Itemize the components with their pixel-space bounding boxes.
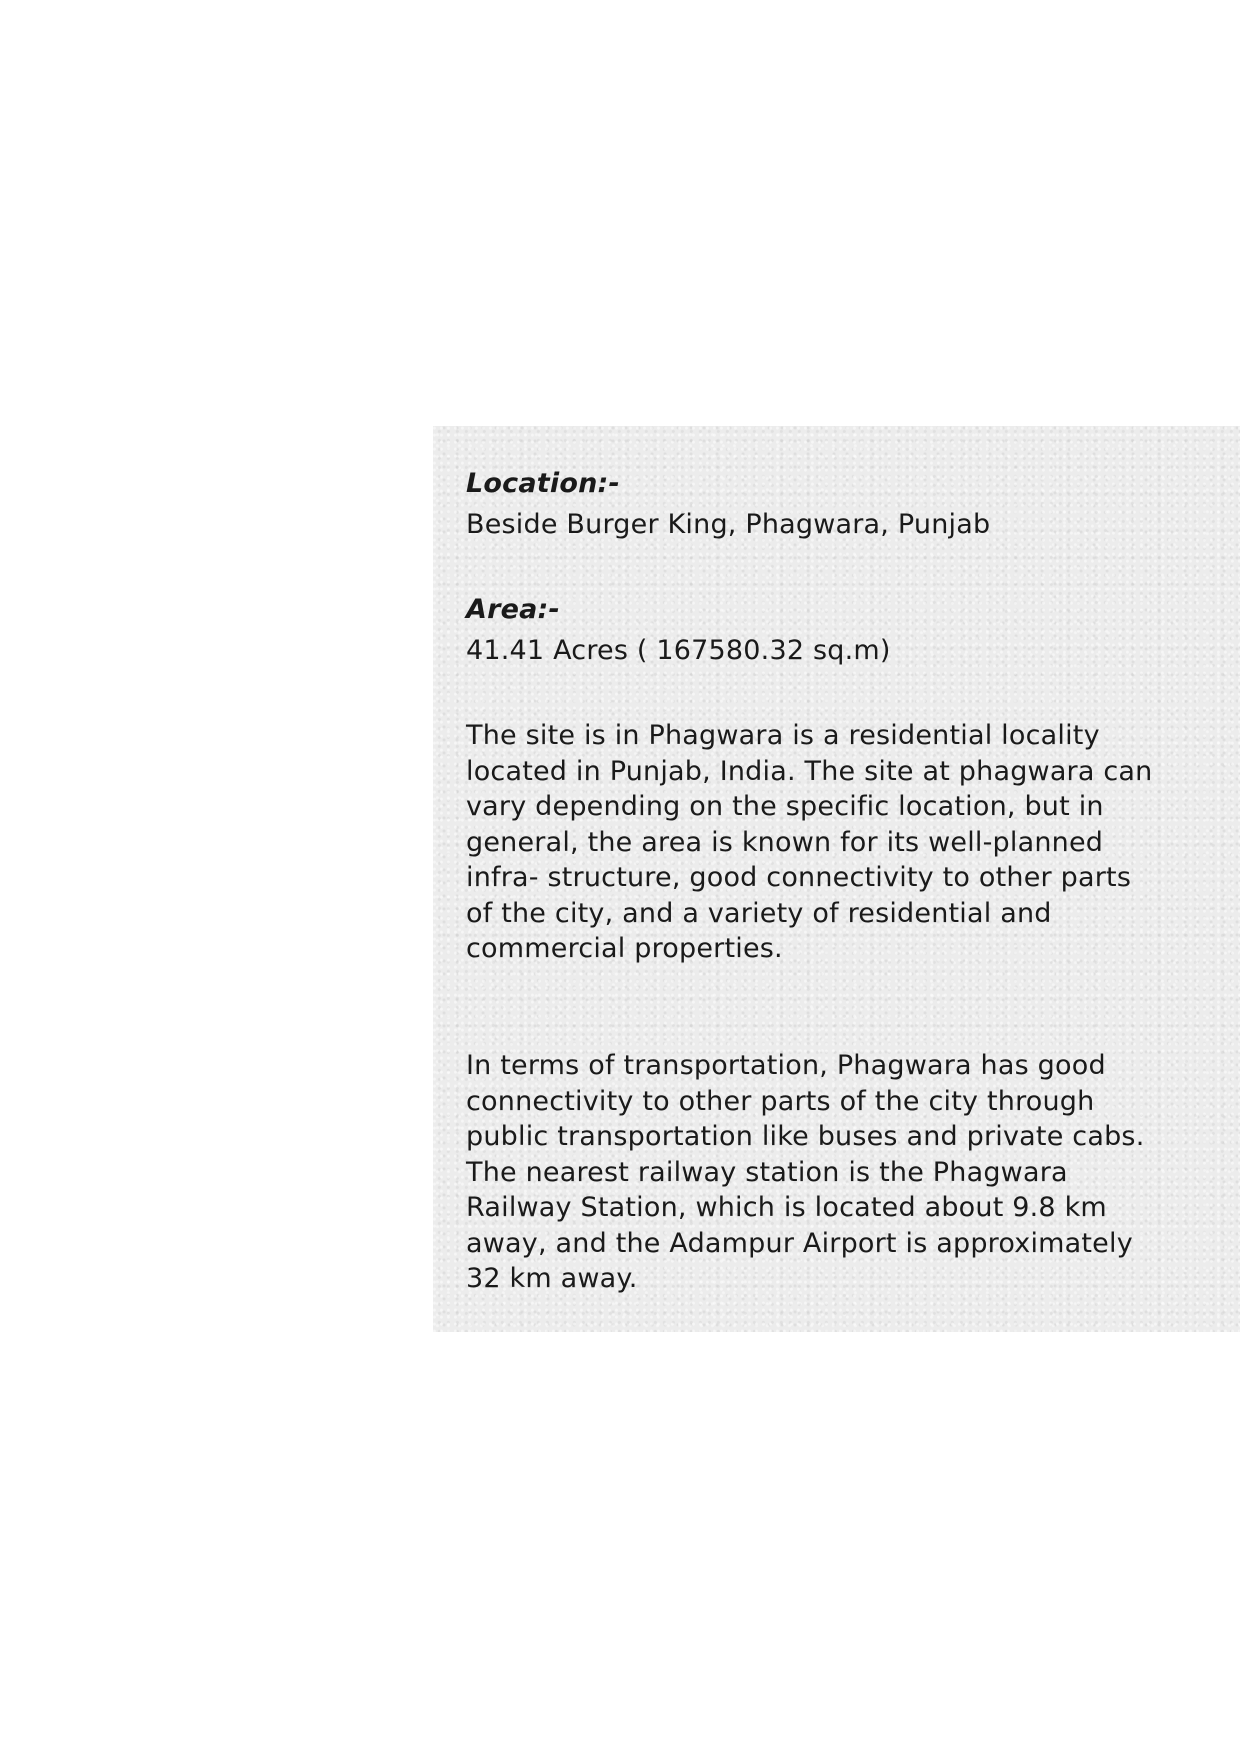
transportation-line: Railway Station, which is located about 9.8 km xyxy=(466,1192,1107,1223)
location-heading: Location:- xyxy=(466,468,620,499)
description-line: of the city, and a variety of residential and xyxy=(466,897,1052,929)
transportation-line: In terms of transportation, Phagwara has good xyxy=(466,1050,1106,1081)
transportation-line: The nearest railway station is the Phagwara xyxy=(466,1156,1068,1188)
description-line: located in Punjab, India. The site at phagwara can xyxy=(466,755,1153,787)
transportation-paragraph xyxy=(466,1048,1226,1297)
transportation-line: away, and the Adampur Airport is approximately xyxy=(466,1227,1133,1259)
description-line: infra- structure, good connectivity to other parts xyxy=(466,862,1132,893)
description-paragraph xyxy=(466,718,1226,967)
area-value: 41.41 Acres ( 167580.32 sq.m) xyxy=(466,635,891,666)
description-line: vary depending on the specific location, but in xyxy=(466,791,1104,822)
transportation-line: public transportation like buses and private cabs. xyxy=(466,1121,1145,1152)
description-line: The site is in Phagwara is a residential locality xyxy=(466,720,1100,751)
transportation-line: 32 km away. xyxy=(466,1263,638,1294)
description-line: general, the area is known for its well-planned xyxy=(466,826,1104,858)
area-heading: Area:- xyxy=(466,594,560,625)
description-line: commercial properties. xyxy=(466,933,783,964)
location-value: Beside Burger King, Phagwara, Punjab xyxy=(466,509,991,540)
transportation-line: connectivity to other parts of the city through xyxy=(466,1085,1095,1117)
